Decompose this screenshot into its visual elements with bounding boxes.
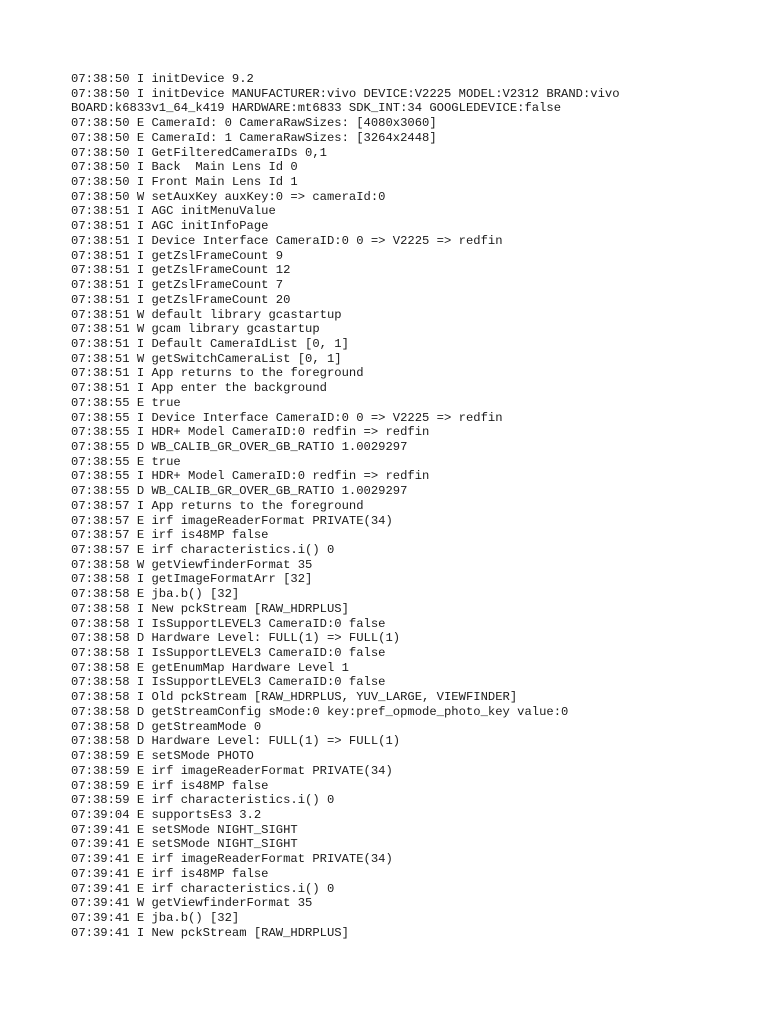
log-line: 07:38:50 E CameraId: 0 CameraRawSizes: [4080x3060] (71, 116, 437, 131)
log-line: 07:38:55 D WB_CALIB_GR_OVER_GB_RATIO 1.0029297 (71, 439, 408, 454)
log-line: 07:38:58 I New pckStream [RAW_HDRPLUS] (71, 601, 349, 616)
log-line: BOARD:k6833v1_64_k419 HARDWARE:mt6833 SDK_INT:34 GOOGLEDEVICE:false (71, 101, 562, 116)
log-line: 07:38:50 E CameraId: 1 CameraRawSizes: [3264x2448] (71, 130, 437, 145)
log-line: 07:38:50 W setAuxKey auxKey:0 => cameraId:0 (71, 189, 386, 204)
log-line: 07:38:50 I initDevice MANUFACTURER:vivo DEVICE:V2225 MODEL:V2312 BRAND:vivo (71, 86, 620, 101)
log-line: 07:39:41 I New pckStream [RAW_HDRPLUS] (71, 925, 349, 940)
log-line: 07:38:51 I Default CameraIdList [0, 1] (71, 336, 349, 351)
log-line: 07:38:58 I IsSupportLEVEL3 CameraID:0 false (71, 616, 386, 631)
log-line: 07:38:50 I GetFilteredCameraIDs 0,1 (71, 145, 327, 160)
log-line: 07:38:51 W gcam library gcastartup (71, 322, 320, 337)
log-line: 07:38:57 E irf imageReaderFormat PRIVATE(34) (71, 513, 393, 528)
log-line: 07:38:57 E irf characteristics.i() 0 (71, 543, 335, 557)
log-line: 07:38:51 I Device Interface CameraID:0 0 => V2225 => redfin (71, 233, 503, 248)
log-line: 07:39:04 E supportsEs3 3.2 (71, 807, 262, 822)
log-line: 07:39:41 E irf imageReaderFormat PRIVATE(34) (71, 852, 393, 867)
log-line: 07:38:55 D WB_CALIB_GR_OVER_GB_RATIO 1.0029297 (71, 484, 408, 499)
log-line: 07:38:51 I AGC initMenuValue (71, 204, 276, 219)
log-line: 07:39:41 E setSMode NIGHT_SIGHT (71, 837, 298, 852)
log-line: 07:38:51 I getZslFrameCount 20 (71, 292, 291, 307)
log-line: 07:38:50 I Front Main Lens Id 1 (71, 175, 298, 190)
log-line: 07:38:58 I getImageFormatArr [32] (71, 572, 313, 587)
log-line: 07:39:41 E jba.b() [32] (71, 910, 240, 925)
log-line: 07:38:58 I IsSupportLEVEL3 CameraID:0 false (71, 646, 386, 661)
log-line: 07:38:50 I Back Main Lens Id 0 (71, 160, 298, 175)
log-line: 07:38:58 E jba.b() [32] (71, 587, 240, 602)
log-line: 07:39:41 W getViewfinderFormat 35 (71, 896, 313, 911)
log-line: 07:39:41 E irf characteristics.i() 0 (71, 881, 335, 896)
log-line: 07:39:41 E setSMode NIGHT_SIGHT (71, 822, 298, 837)
log-line: 07:38:59 E irf imageReaderFormat PRIVATE(34) (71, 763, 393, 778)
log-line: 07:38:50 I initDevice 9.2 (71, 72, 254, 86)
log-line: 07:38:59 E setSMode PHOTO (71, 749, 254, 764)
log-line: 07:38:51 I App returns to the foreground (71, 366, 364, 381)
log-line: 07:38:58 D getStreamConfig sMode:0 key:pref_opmode_photo_key value:0 (71, 704, 569, 719)
log-line: 07:38:58 D Hardware Level: FULL(1) => FULL(1) (71, 734, 401, 749)
log-line: 07:38:58 I Old pckStream [RAW_HDRPLUS, YUV_LARGE, VIEWFINDER] (71, 690, 518, 705)
log-line: 07:38:58 D getStreamMode 0 (71, 719, 262, 734)
log-line: 07:38:51 I getZslFrameCount 7 (71, 278, 284, 293)
log-line: 07:38:55 I HDR+ Model CameraID:0 redfin => redfin (71, 469, 430, 484)
log-line: 07:38:58 I IsSupportLEVEL3 CameraID:0 false (71, 675, 386, 690)
log-line: 07:38:51 I getZslFrameCount 9 (71, 248, 284, 263)
log-line: 07:38:58 E getEnumMap Hardware Level 1 (71, 660, 349, 675)
log-line: 07:38:58 D Hardware Level: FULL(1) => FULL(1) (71, 631, 401, 646)
log-text-block (71, 72, 761, 940)
log-line: 07:38:51 I getZslFrameCount 12 (71, 263, 291, 278)
log-line: 07:38:59 E irf characteristics.i() 0 (71, 793, 335, 808)
log-line: 07:38:55 E true (71, 395, 181, 410)
log-line: 07:38:59 E irf is48MP false (71, 778, 269, 793)
log-line: 07:38:51 W getSwitchCameraList [0, 1] (71, 351, 342, 366)
log-line: 07:38:57 E irf is48MP false (71, 528, 269, 543)
log-line: 07:38:55 I Device Interface CameraID:0 0 => V2225 => redfin (71, 410, 503, 425)
log-line: 07:38:57 I App returns to the foreground (71, 498, 364, 513)
log-line: 07:38:58 W getViewfinderFormat 35 (71, 557, 313, 572)
log-line: 07:38:55 I HDR+ Model CameraID:0 redfin => redfin (71, 425, 430, 440)
log-line: 07:39:41 E irf is48MP false (71, 866, 269, 881)
log-line: 07:38:51 I App enter the background (71, 381, 327, 396)
log-line: 07:38:55 E true (71, 454, 181, 469)
log-line: 07:38:51 I AGC initInfoPage (71, 219, 269, 234)
log-line: 07:38:51 W default library gcastartup (71, 307, 342, 322)
